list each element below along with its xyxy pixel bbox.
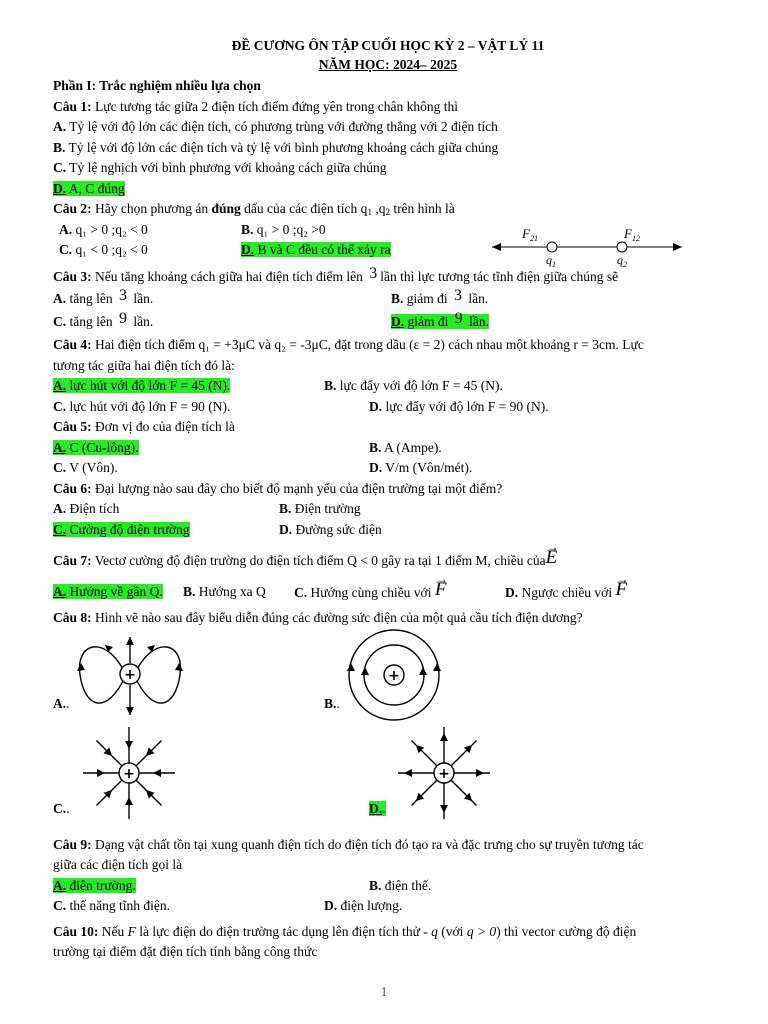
arrow-f21-icon — [492, 243, 501, 251]
option-text: Cường độ điện trường — [66, 521, 190, 537]
charge-q2-icon — [617, 242, 627, 252]
arrow-head-icon — [125, 797, 133, 805]
field-lines-figure-b — [343, 629, 445, 721]
q9-options-row-1 — [53, 876, 723, 897]
option-label: D. — [369, 800, 383, 816]
option-text: lần. — [465, 314, 489, 329]
option-text: . — [66, 695, 70, 711]
svg-text:+: + — [124, 666, 136, 683]
question-4 — [53, 335, 723, 356]
q6-option-a — [53, 499, 119, 520]
option-text: . — [336, 695, 340, 711]
option-text: điện thế. — [381, 877, 432, 893]
answer-highlight — [53, 584, 163, 599]
option-label: B. — [391, 291, 404, 306]
q6-option-c — [53, 520, 190, 541]
q10-text: ) thì vector cường độ điện — [496, 923, 637, 939]
option-text: q₁ > 0 ;q₂ < 0 — [72, 221, 148, 237]
option-label: D. — [53, 180, 67, 196]
option-text: q₁ < 0 ;q₂ < 0 — [72, 242, 148, 257]
option-label: B. — [279, 501, 292, 516]
q2-text: ,q — [371, 201, 386, 216]
school-year-text: NĂM HỌC: 2024– 2025 — [318, 57, 458, 72]
option-text: Ngược chiều với — [518, 585, 613, 600]
option-text: Điện tích — [66, 501, 120, 516]
q1-option-c — [53, 158, 723, 179]
school-year — [53, 55, 723, 74]
q10-text: Nếu — [98, 923, 128, 939]
option-label: A. — [53, 291, 67, 306]
option-text: điện trường. — [66, 877, 136, 893]
q1-text: Lực tương tác giữa 2 điện tích điểm đứng yên trong chân không thì — [91, 98, 458, 114]
option-label: D. — [369, 460, 383, 475]
q6-option-d — [279, 520, 382, 541]
option-text: q₁ > 0 ;q₂ >0 — [253, 221, 326, 237]
arrow-head-icon — [440, 733, 448, 741]
q9-text: Dạng vật chất tồn tại xung quanh điện tích do điện tích đó tạo ra và đặc trưng cho sự truyền tương tác — [91, 836, 644, 852]
option-label: C. — [53, 460, 67, 475]
q2-text-bold: đúng — [211, 201, 241, 216]
option-text: giảm đi — [404, 314, 452, 329]
q6-options-row-2 — [53, 520, 723, 541]
question-8 — [53, 608, 723, 629]
question-3 — [53, 264, 723, 288]
q4-option-b — [324, 376, 503, 397]
option-label: A. — [53, 877, 67, 893]
option-label: A. — [53, 378, 67, 393]
label-q1: $q_1$ — [546, 253, 556, 269]
q7-text: Vectơ cường độ điện trường do điện tích điểm Q < 0 gây ra tại 1 điểm M, chiều của — [91, 553, 546, 568]
q7-option-a — [53, 582, 163, 603]
option-text: B và C đều có thể xảy ra — [254, 242, 391, 257]
option-text: V/m (Vôn/mét). — [382, 460, 473, 475]
q5-option-a — [53, 438, 139, 459]
q2-text: Hãy chọn phương án — [91, 201, 212, 216]
arrow-head-icon — [440, 805, 448, 813]
answer-highlight — [53, 378, 230, 393]
option-label: D. — [241, 242, 255, 257]
q5-label: Câu 5: — [53, 419, 92, 434]
option-text: Hướng xa Q — [195, 584, 266, 599]
q2-option-d — [241, 240, 391, 261]
vector-f: → F — [435, 580, 447, 601]
option-number: 9 — [119, 310, 127, 327]
field-line — [451, 780, 476, 805]
q2-text: trên hình là — [389, 201, 455, 216]
option-label: D. — [279, 521, 293, 537]
option-label: C. — [294, 585, 308, 600]
q3-options-row-1 — [53, 289, 723, 312]
q2-text: dấu của các điện tích q — [240, 201, 368, 216]
q2-option-c — [59, 240, 148, 261]
q1-option-b — [53, 138, 723, 159]
option-text: Đường sức điện — [292, 521, 382, 537]
option-label: C. — [53, 898, 67, 913]
option-label: D. — [505, 585, 519, 600]
q2-option-a — [59, 220, 148, 241]
answer-highlight — [391, 310, 489, 329]
q9-options-row-2 — [53, 896, 723, 917]
option-label: C. — [59, 242, 73, 257]
q7-option-d — [505, 579, 628, 604]
q6-text: Đại lượng nào sau đây cho biết độ mạnh yếu của điện trường tại một điểm? — [91, 480, 503, 496]
field-lines-figure-a — [75, 633, 185, 719]
q7-option-b — [183, 582, 266, 603]
question-5 — [53, 417, 723, 438]
q3-options-row-2 — [53, 312, 723, 335]
option-text: . — [382, 800, 386, 816]
question-2 — [53, 199, 723, 220]
option-label: C. — [53, 160, 67, 175]
q9-option-a — [53, 876, 136, 897]
q5-option-d — [369, 458, 472, 479]
option-text: lần. — [465, 291, 489, 306]
option-text: . — [66, 800, 70, 816]
plus-icon: + — [123, 765, 135, 782]
field-line — [411, 740, 436, 765]
charge-q1-icon — [547, 242, 557, 252]
option-text: điện lượng. — [337, 898, 403, 913]
option-text: lực hút với độ lớn F = 90 (N). — [66, 398, 231, 414]
field-lines-figure-c — [81, 725, 177, 821]
answer-highlight — [53, 440, 139, 455]
option-text: thế năng tĩnh điện. — [66, 898, 170, 913]
q10-text: (với — [437, 923, 467, 939]
arrow-head-icon — [97, 769, 105, 777]
q1-label: Câu 1: — [53, 98, 92, 114]
q10-force-symbol: F — [127, 923, 136, 939]
option-text: lực hút với độ lớn F = 45 (N). — [66, 378, 231, 393]
option-text: Hướng về gần Q. — [66, 584, 163, 599]
option-label: A. — [59, 221, 73, 237]
document-title: ĐỀ CƯƠNG ÔN TẬP CUỐI HỌC KỲ 2 – VẬT LÝ 11 — [231, 38, 545, 53]
q8-text: Hình vẽ nào sau đây biểu diễn đúng các đường sức điện của một quả cầu tích điện dương? — [91, 610, 583, 625]
q3-text: Nếu tăng khoảng cách giữa hai điện tích điểm lên — [91, 268, 367, 284]
charge-force-diagram — [486, 222, 686, 272]
q8-figures — [53, 629, 723, 835]
field-line — [411, 780, 436, 805]
option-label: B. — [53, 139, 66, 155]
q8-option-c — [53, 799, 70, 820]
label-f21: $F_{21}$ — [522, 226, 538, 243]
question-6 — [53, 479, 723, 500]
q8-label: Câu 8: — [53, 610, 92, 625]
answer-highlight — [53, 181, 125, 196]
option-text: C (Cu-lông). — [66, 439, 139, 455]
option-text: tăng lên — [66, 291, 116, 306]
question-9 — [53, 835, 723, 856]
vector-f: → F — [615, 580, 627, 601]
option-text: tăng lên — [66, 314, 116, 329]
option-text: Tỷ lệ với độ lớn các điện tích, có phương trùng với đường thẳng với 2 điện tích — [66, 119, 498, 134]
option-text: Hướng cùng chiều với — [307, 585, 432, 600]
q4-text: Hai điện tích điểm q₁ = +3μC và q₂ = -3μC, đặt trong dầu (ε = 2) cách nhau một khoảng r = 3cm. Lực — [91, 337, 644, 352]
option-label: C. — [53, 800, 67, 816]
q7-options-row — [53, 576, 723, 608]
q6-label: Câu 6: — [53, 480, 92, 496]
q3-label: Câu 3: — [53, 268, 92, 284]
arrow-f12-icon — [673, 243, 682, 251]
option-label: B. — [324, 695, 337, 711]
option-text: A, C đúng — [66, 180, 125, 196]
vector-e: → E — [546, 548, 558, 569]
option-number: 9 — [454, 310, 463, 327]
q5-options-row-2 — [53, 458, 723, 479]
option-label: D. — [391, 314, 405, 329]
option-label: A. — [53, 584, 67, 599]
arrow-head-icon — [125, 741, 133, 749]
answer-highlight — [53, 878, 136, 893]
option-text: lần. — [130, 314, 154, 329]
option-text: lần. — [130, 291, 154, 306]
q7-option-c — [294, 579, 447, 604]
option-label: B. — [241, 221, 254, 237]
option-label: D. — [324, 898, 338, 913]
option-number: 3 — [454, 287, 463, 304]
option-label: D. — [369, 398, 383, 414]
q7-label: Câu 7: — [53, 553, 92, 568]
option-label: B. — [369, 439, 382, 455]
subscript: 1 — [367, 207, 372, 217]
page-number: 1 — [380, 984, 388, 999]
option-label: A. — [53, 501, 67, 516]
q5-option-b — [369, 438, 442, 459]
q4-options-row-1 — [53, 376, 723, 397]
plus-icon: + — [438, 765, 450, 782]
q2-label: Câu 2: — [53, 201, 92, 216]
q8-option-b — [324, 694, 340, 715]
q1-option-a — [53, 117, 723, 138]
q3-option-d — [391, 312, 489, 333]
question-10 — [53, 922, 723, 943]
q6-options-row-1 — [53, 499, 723, 520]
option-text: lực đẩy với độ lớn F = 45 (N). — [336, 378, 503, 393]
option-text: A (Ampe). — [381, 439, 442, 455]
q2-option-b — [241, 220, 326, 241]
svg-text:+: + — [388, 667, 400, 684]
option-text: Điện trường — [291, 501, 361, 516]
q3-option-b — [391, 289, 488, 310]
q4-option-c — [53, 397, 230, 418]
q5-text: Đơn vị đo của điện tích là — [91, 419, 235, 434]
q9-option-b — [369, 876, 431, 897]
option-text: giảm đi — [403, 291, 452, 306]
answer-highlight — [241, 242, 391, 257]
question-4-cont: tương tác giữa hai điện tích đó là: — [53, 357, 235, 373]
subscript: 2 — [385, 207, 390, 217]
q10-test-charge: - q — [423, 923, 438, 939]
option-text: Tỷ lệ nghịch với bình phương với khoảng cách giữa chúng — [66, 160, 387, 175]
arrow-head-icon — [153, 769, 161, 777]
q10-text: là lực điện do điện trường tác dụng lên điện tích thử — [135, 923, 424, 939]
q4-label: Câu 4: — [53, 337, 92, 352]
q5-option-c — [53, 458, 118, 479]
q5-options-row-1 — [53, 438, 723, 459]
field-lines-figure-d — [396, 725, 492, 821]
option-label: A. — [53, 119, 67, 134]
q10-condition: q > 0 — [466, 923, 497, 939]
q9-label: Câu 9: — [53, 836, 92, 852]
arrow-head-icon — [476, 769, 484, 777]
field-line — [451, 740, 476, 765]
q4-option-a — [53, 376, 230, 397]
option-label: B. — [183, 584, 196, 599]
option-label: B. — [369, 877, 382, 893]
question-10-cont: trường tại điểm đặt điện tích tính bằng công thức — [53, 944, 318, 959]
q4-options-row-2 — [53, 397, 723, 418]
option-text: lực đẩy với độ lớn F = 90 (N). — [382, 398, 549, 414]
option-label: C. — [53, 398, 67, 414]
q9-option-c — [53, 896, 170, 917]
option-number: 3 — [119, 287, 127, 304]
q4-option-d — [369, 397, 549, 418]
option-label: A. — [53, 695, 67, 711]
option-label: C. — [53, 314, 67, 329]
q1-option-d — [53, 179, 723, 200]
label-q2: $q_2$ — [617, 253, 627, 269]
option-text: Tỷ lệ với độ lớn các điện tích và tỷ lệ với bình phương khoảng cách giữa chúng — [65, 139, 499, 155]
option-text: V (Vôn). — [66, 460, 118, 475]
q3-text: lần thì lực tương tác tĩnh điện giữa chúng sẽ — [380, 268, 619, 284]
question-9-cont: giữa các điện tích gọi là — [53, 857, 183, 872]
q9-option-d — [324, 896, 402, 917]
option-label: A. — [53, 439, 67, 455]
document-page — [53, 36, 723, 963]
option-label: C. — [53, 521, 67, 537]
q10-label: Câu 10: — [53, 923, 99, 939]
q3-option-c — [53, 312, 153, 333]
section-title: Phần I: Trắc nghiệm nhiều lựa chọn — [53, 78, 261, 93]
q8-option-d — [369, 799, 386, 820]
q6-option-b — [279, 499, 361, 520]
arrow-head-icon — [404, 769, 412, 777]
q3-option-a — [53, 289, 153, 310]
answer-highlight — [53, 522, 190, 537]
q3-number: 3 — [369, 264, 378, 282]
option-label: B. — [324, 378, 337, 393]
question-1 — [53, 97, 723, 118]
answer-highlight — [369, 801, 386, 816]
label-f12: $F_{12}$ — [624, 226, 640, 243]
q8-option-a — [53, 694, 70, 715]
